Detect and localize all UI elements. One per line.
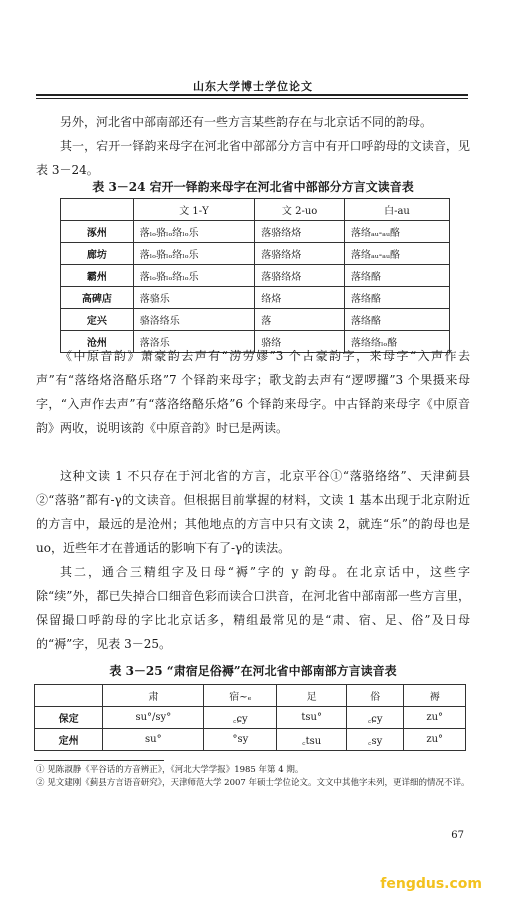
paragraph-1: 另外，河北省中部南部还有一些方言某些韵存在与北京话不同的韵母。 xyxy=(60,115,433,129)
table-cell: 落络酪 xyxy=(344,309,449,331)
table-cell: 落骆络烙 xyxy=(255,221,345,243)
table-row xyxy=(61,309,450,331)
table-row xyxy=(61,221,450,243)
table-cell: 落骆乐 xyxy=(133,287,255,309)
table-2-header-cell: 褥 xyxy=(404,685,466,707)
header-rule xyxy=(36,94,468,96)
table-2-header-cell: 俗 xyxy=(346,685,403,707)
table-cell: 涿州 xyxy=(61,221,134,243)
table-2-header-cell xyxy=(35,685,103,707)
table-cell: ꜀ɕy xyxy=(346,707,403,729)
table-1-header-row xyxy=(61,199,450,221)
table-cell: 落络酪 xyxy=(344,287,449,309)
table-cell: 落络络ₗₒ酪 xyxy=(344,331,449,353)
table-cell: 定兴 xyxy=(61,309,134,331)
table-cell: 落ₗₒ骆ₗₒ络ₗₒ乐 xyxy=(133,243,255,265)
table-cell: 落ₗₒ骆ₗₒ络ₗₒ乐 xyxy=(133,265,255,287)
table-cell: 高碑店 xyxy=(61,287,134,309)
paragraph-3: 《中原音韵》萧豪韵去声有“涝劳嫪”3 个古豪韵字，来母字“入声作去声”有“落络烙洛酪乐珞”7 个铎韵来母字；歌戈韵去声有“逻啰攞”3 个果摄来母字，“入声作去声”有“落洛络酪乐烙”6 个铎韵来母字。中古铎韵来母字《中原音韵》两收，说明该韵《中原音韵》时已是两读。 xyxy=(36,349,470,435)
table-1-header-cell: 白-au xyxy=(344,199,449,221)
page-number: 67 xyxy=(451,830,464,841)
table-1-caption: 表 3－24 宕开一铎韵来母字在河北省中部部分方言文读音表 xyxy=(92,180,414,194)
table-cell: 落络ₐᵤ-ₐᵤ酪 xyxy=(344,243,449,265)
table-cell: 沧州 xyxy=(61,331,134,353)
table-2-header-row xyxy=(35,685,466,707)
table-cell: 霸州 xyxy=(61,265,134,287)
table-row xyxy=(61,243,450,265)
table-cell: 定州 xyxy=(35,729,103,751)
table-row xyxy=(35,707,466,729)
table-cell: 骆洛络乐 xyxy=(133,309,255,331)
table-cell: tsu° xyxy=(277,707,347,729)
table-cell: 落络ₐᵤ-ₐᵤ酪 xyxy=(344,221,449,243)
table-cell: 络烙 xyxy=(255,287,345,309)
table-cell: 落骆络烙 xyxy=(255,243,345,265)
table-1-header-cell: 文 2-uo xyxy=(255,199,345,221)
table-cell: °sy xyxy=(204,729,277,751)
header-rule-thin xyxy=(36,98,468,99)
table-cell: su° xyxy=(103,729,204,751)
watermark: fengdus.com xyxy=(380,876,482,892)
footnote-1: ① 见陈淑静《平谷话的方音辨正》，《河北大学学报》1985 年第 4 期。 xyxy=(36,765,304,775)
table-cell: zu° xyxy=(404,729,466,751)
paragraph-2: 其一，宕开一铎韵来母字在河北省中部部分方言中有开口呼韵母的文读音，见表 3－24。 xyxy=(36,139,470,177)
running-header: 山东大学博士学位论文 xyxy=(193,80,313,93)
table-1 xyxy=(60,198,450,353)
paragraph-5: 其二，通合三精组字及日母“褥”字的 y 韵母。在北京话中，这些字除“续”外，都已失掉合口细音色彩而读合口洪音，在河北省中部南部一些方言里，保留撮口呼韵母的字比北京话多，精组最常见的是“肃、宿、足、俗”及日母的“褥”字，见表 3－25。 xyxy=(36,565,470,651)
table-cell: 落骆络烙 xyxy=(255,265,345,287)
table-cell: 落 xyxy=(255,309,345,331)
table-cell: ꜀tsu xyxy=(277,729,347,751)
table-row xyxy=(35,729,466,751)
table-cell: 骆络 xyxy=(255,331,345,353)
footnote-rule xyxy=(34,760,164,761)
table-cell: 廊坊 xyxy=(61,243,134,265)
table-1-header-cell xyxy=(61,199,134,221)
table-cell: 落洛乐 xyxy=(133,331,255,353)
table-2-header-cell: 足 xyxy=(277,685,347,707)
table-row xyxy=(61,287,450,309)
table-cell: su°/sy° xyxy=(103,707,204,729)
table-2-header-cell: 肃 xyxy=(103,685,204,707)
table-cell: 落络酪 xyxy=(344,265,449,287)
footnote-2: ② 见文建刚《蓟县方言语音研究》，天津师范大学 2007 年硕士学位论文。文文中其他字未列，更详细的情况不详。 xyxy=(36,778,470,788)
table-2-header-cell: 宿~ₑ xyxy=(204,685,277,707)
table-cell: ꜀sy xyxy=(346,729,403,751)
table-cell: 保定 xyxy=(35,707,103,729)
table-row xyxy=(61,265,450,287)
table-cell: 落ₗₒ骆ₗₒ络ₗₒ乐 xyxy=(133,221,255,243)
table-2-caption: 表 3－25 “肃宿足俗褥”在河北省中部南部方言读音表 xyxy=(109,664,397,678)
table-2 xyxy=(34,684,466,751)
paragraph-4: 这种文读 1 不只存在于河北省的方言，北京平谷①“落骆络络”、天津蓟县②“落骆”都有-γ的文读音。但根据目前掌握的材料，文读 1 基本出现于北京附近的方言中，最远的是沧州；其他地点的方言中只有文读 2，就连“乐”的韵母也是 uo，近些年才在普通话的影响下有了-γ的读法。 xyxy=(36,469,470,555)
table-cell: ꜀ɕy xyxy=(204,707,277,729)
table-cell: zu° xyxy=(404,707,466,729)
table-1-header-cell: 文 1-Y xyxy=(133,199,255,221)
